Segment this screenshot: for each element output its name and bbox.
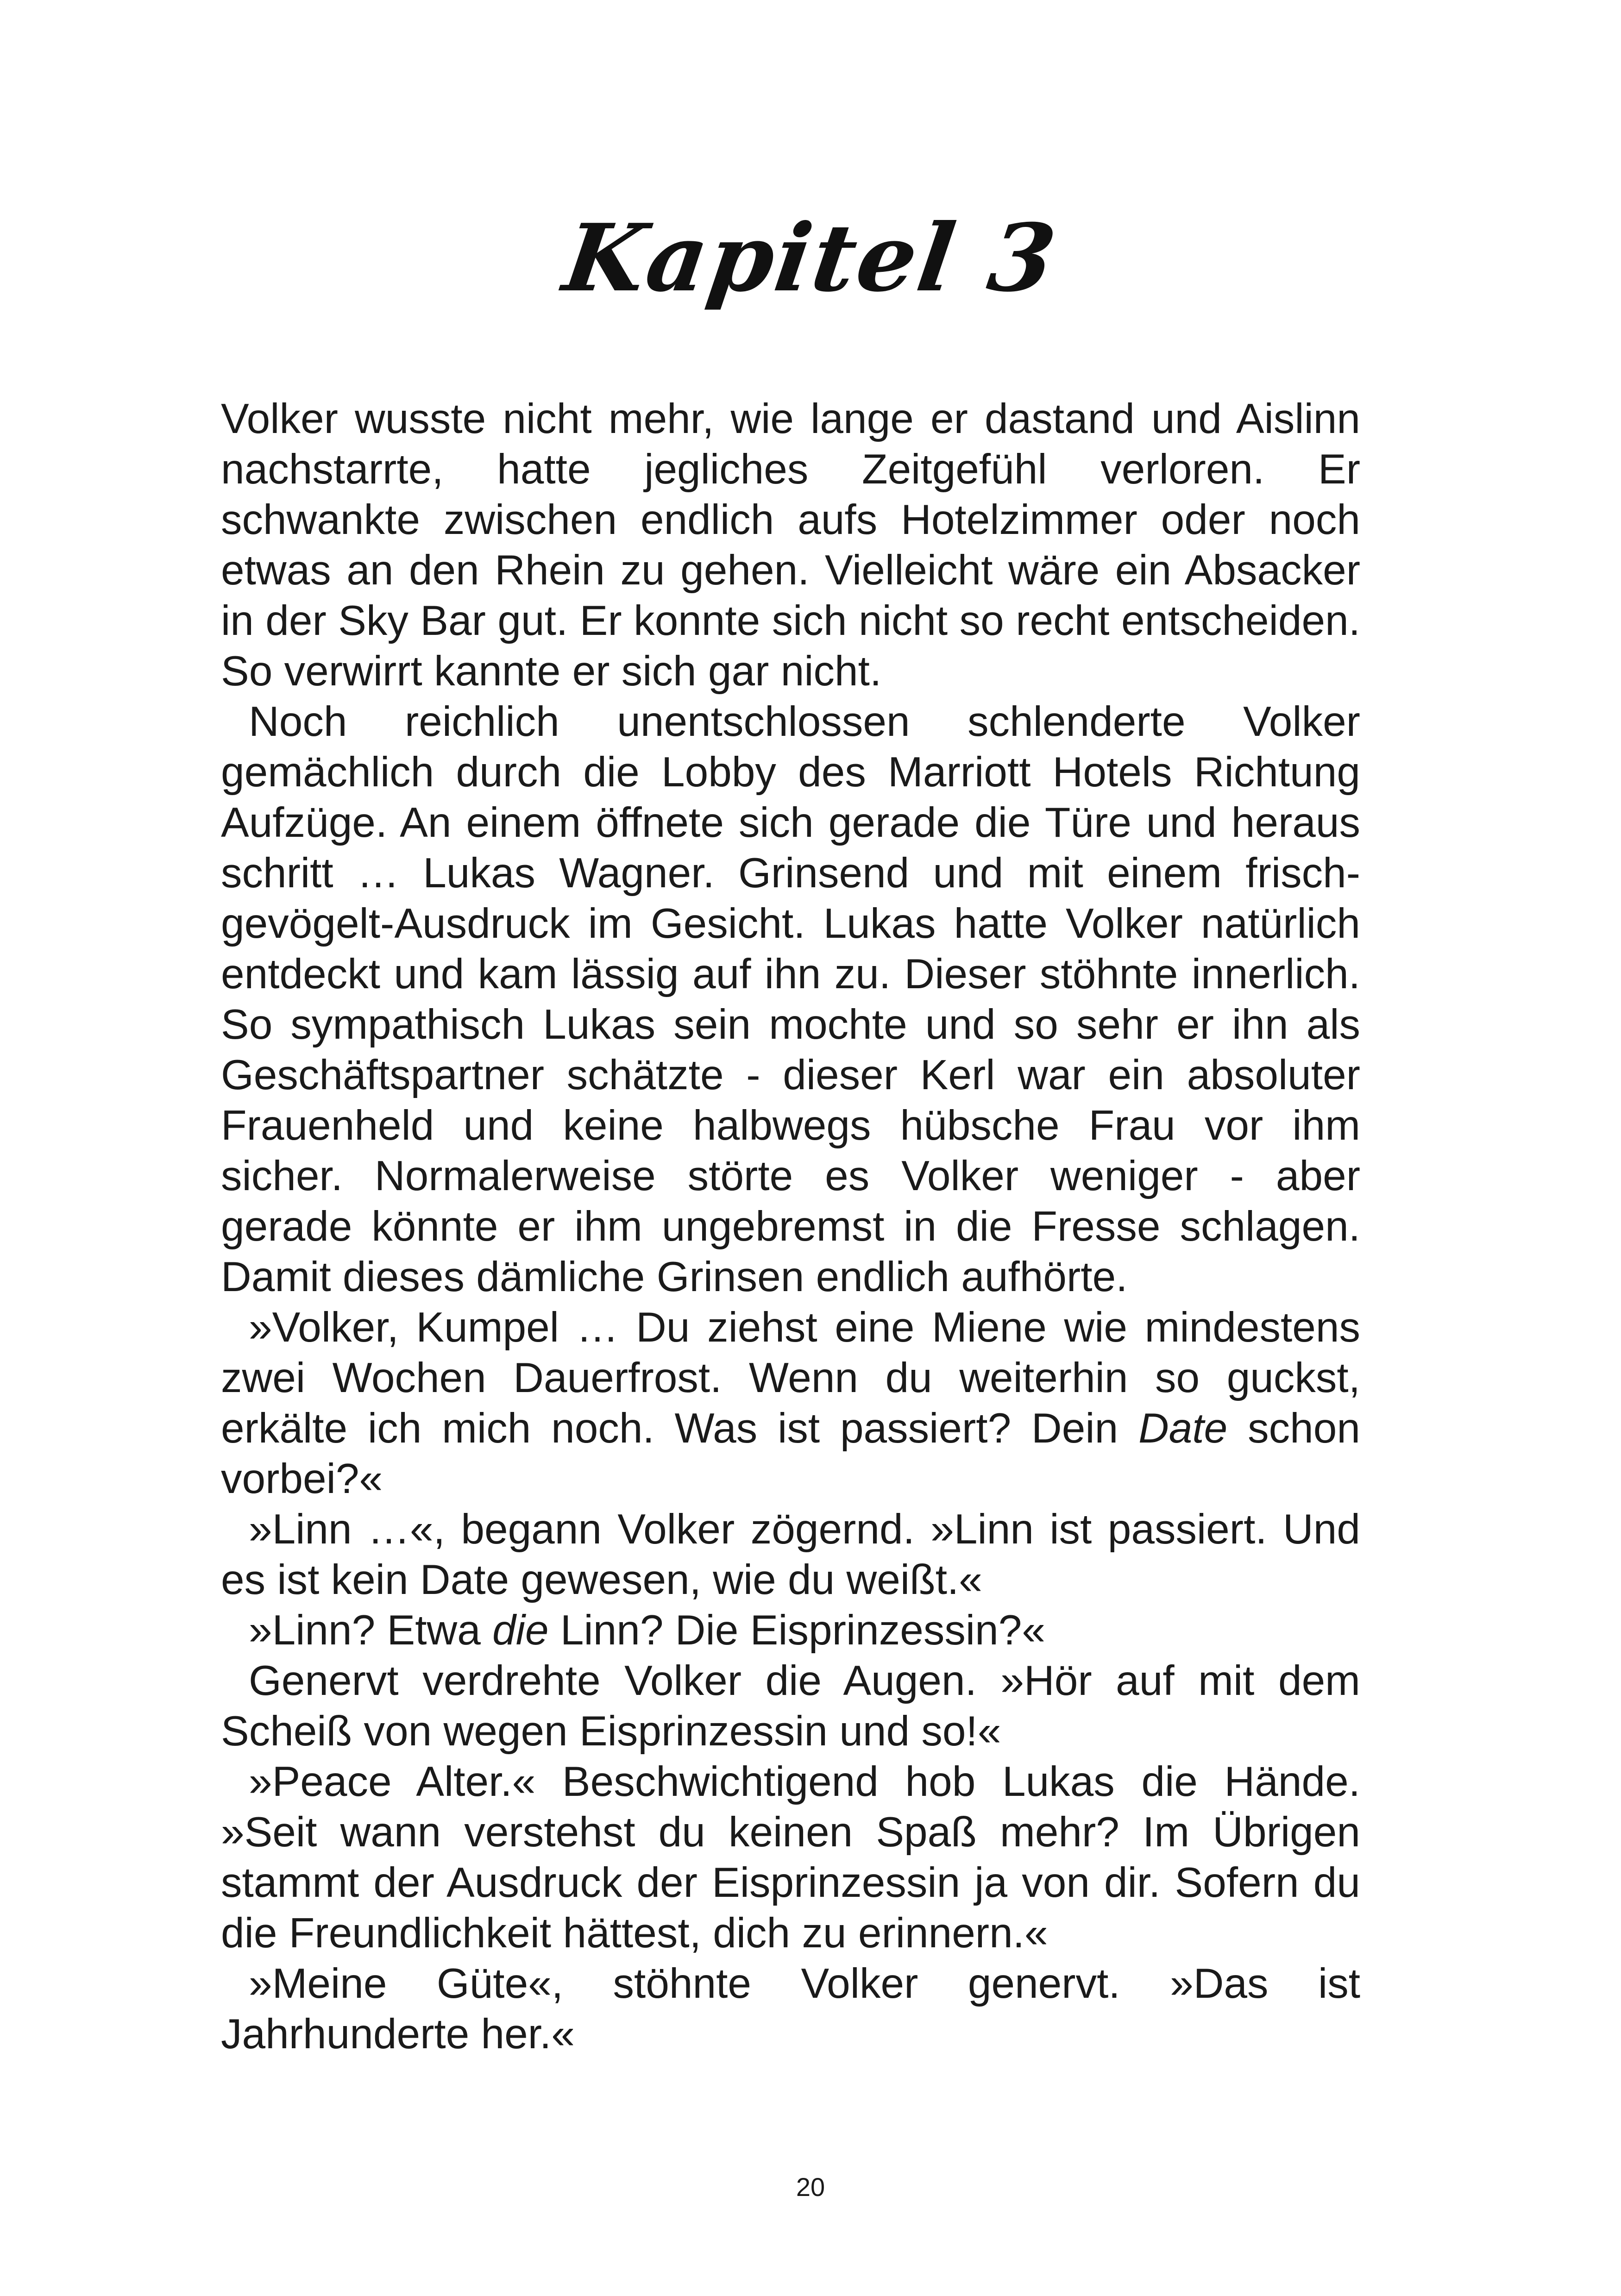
paragraph [221, 1656, 1360, 1757]
body-text [221, 394, 1360, 2059]
text-run: Noch reichlich unentschlossen schlenderte Volker gemächlich durch die Lobby des Marriott Hotels Richtung Aufzüge. An einem öffnete sich gerade die Türe und heraus schritt … Lukas Wagner. Grinsend und mit einem frisch-gevögelt-Ausdruck im Gesicht. Lukas hatte Volker natürlich entdeckt und kam lässig auf ihn zu. Dieser stöhnte innerlich. So sympathisch Lukas sein mochte und so sehr er ihn als Geschäftspartner schätzte - dieser Kerl war ein absoluter Frauenheld und keine halbwegs hübsche Frau vor ihm sicher. Normalerweise störte es Volker weniger - aber gerade könnte er ihm ungebremst in die Fresse schlagen. Damit dieses dämliche Grinsen endlich aufhörte. [221, 698, 1360, 1300]
text-run: »Meine Güte«, stöhnte Volker genervt. »Das ist Jahrhunderte her.« [221, 1960, 1360, 2058]
text-run: »Peace Alter.« Beschwichtigend hob Lukas die Hände. »Seit wann verstehst du keinen Spaß mehr? Im Übrigen stammt der Ausdruck der Eisprinzessin ja von dir. Sofern du die Freundlichkeit hättest, dich zu erinnern.« [221, 1758, 1360, 1957]
page-number: 20 [796, 2172, 825, 2202]
text-run: Genervt verdrehte Volker die Augen. »Hör auf mit dem Scheiß von wegen Eisprinzessin und so!« [221, 1657, 1360, 1755]
paragraph [221, 1757, 1360, 1958]
paragraph [221, 1958, 1360, 2059]
text-run: Linn? Die Eisprinzessin?« [548, 1607, 1045, 1654]
text-run: »Linn …«, begann Volker zögernd. »Linn ist passiert. Und es ist kein Date gewesen, wie du weißt.« [221, 1506, 1360, 1603]
chapter-title: Kapitel 3 [557, 204, 1064, 313]
emphasis-text: die [492, 1607, 549, 1654]
emphasis-text: Date [1138, 1405, 1228, 1452]
paragraph [221, 1605, 1360, 1656]
paragraph [221, 1504, 1360, 1605]
text-run: »Volker, Kumpel … Du ziehst eine Miene wie mindestens zwei Wochen Dauerfrost. Wenn du weiterhin so guckst, erkälte ich mich noch. Was ist passiert? Dein [221, 1304, 1360, 1452]
paragraph [221, 394, 1360, 696]
paragraph [221, 1302, 1360, 1504]
text-run: »Linn? Etwa [249, 1607, 493, 1654]
text-run: Volker wusste nicht mehr, wie lange er dastand und Aislinn nachstarrte, hatte jegliches Zeitgefühl verloren. Er schwankte zwischen endlich aufs Hotelzimmer oder noch etwas an den Rhein zu gehen. Vielleicht wäre ein Absacker in der Sky Bar gut. Er konnte sich nicht so recht entscheiden. So verwirrt kannte er sich gar nicht. [221, 395, 1360, 695]
paragraph [221, 696, 1360, 1302]
text-run: schon vorbei?« [221, 1405, 1360, 1502]
